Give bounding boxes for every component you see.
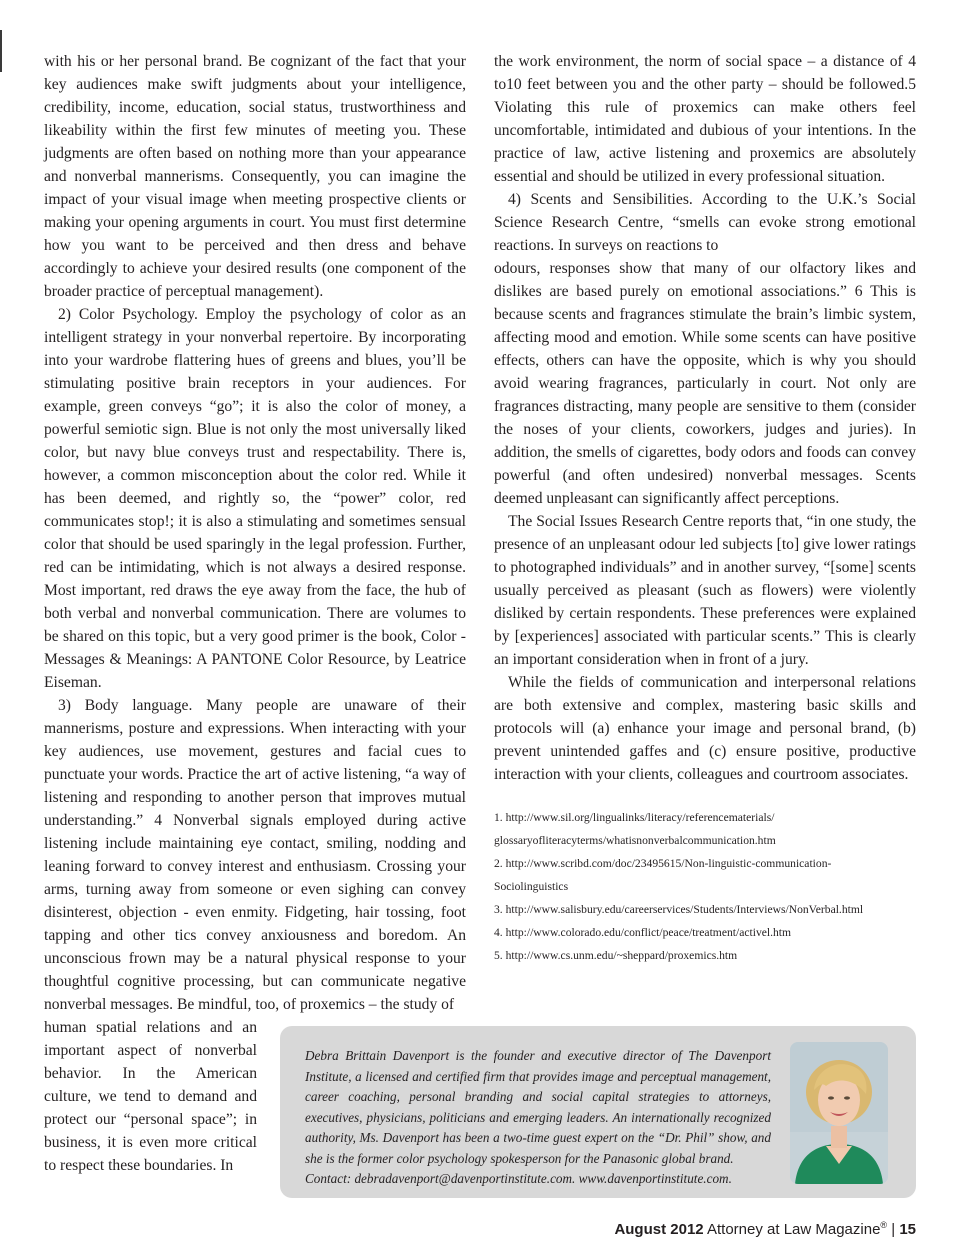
footnote-line: glossaryofliteracyterms/whatisnonverbalcommunication.htm	[494, 834, 776, 847]
footnotes-list	[494, 806, 916, 967]
magazine-name: Attorney at Law Magazine	[706, 1221, 881, 1238]
left-paragraph-body-language-continued: human spatial relations and an important aspect of nonverbal behavior. In the American culture, we tend to demand and protect our “personal space”; in business, it is even more critical to respect these boundaries. In	[44, 1019, 257, 1174]
right-paragraph-1: the work environment, the norm of social space – a distance of 4 to10 feet between you and the other party – should be followed.5 Violating this rule of proxemics can make others feel uncomfortable, intimidated and dubious of your intentions. In the practice of law, active listening and proxemics are absolutely essential and should be utilized in every professional situation.	[494, 53, 916, 185]
footnote-line: 1. http://www.sil.org/lingualinks/literacy/referencematerials/	[494, 811, 775, 824]
author-bio-description: Debra Brittain Davenport is the founder and executive director of The Davenport Institute, a licensed and certified firm that provides image and perceptual management, career coaching, personal branding and social capital strategies to attorneys, executives, physicians, politicians and emerging leaders. An internationally recognized authority, Ms. Davenport has been a two-time guest expert on the “Dr. Phil” show, and she is the former color psychology spokesperson for the Panasonic global brand.	[305, 1048, 771, 1166]
footnote-line: Sociolinguistics	[494, 880, 569, 893]
right-column	[494, 50, 916, 967]
page-edge-mark	[0, 30, 2, 72]
author-bio-box	[280, 1026, 916, 1198]
author-photo	[790, 1042, 888, 1184]
left-column	[44, 50, 466, 1177]
page-footer	[614, 1220, 916, 1238]
registered-mark: ®	[880, 1220, 888, 1230]
left-paragraph-body-language: 3) Body language. Many people are unaware of their mannerisms, posture and expressions. When interacting with your key audiences, use movement, gestures and facial cues to punctuate your words. Practice the art of active listening, “a way of listening and responding to another person that improves mutual understanding.” 4 Nonverbal signals employed during active listening include maintaining eye contact, smiling, nodding and leaning forward to convey interest and enthusiasm. Crossing your arms, turning away from someone or even sighing can convey disinterest, objection - even enmity. Fidgeting, hair tossing, foot tapping and other tics convey anxiousness and boredom. An unconscious frown may be a natural physical response to your thoughtful cognitive processing, but can communicate negative nonverbal messages. Be mindful, too, of proxemics – the study of	[44, 697, 466, 1013]
footnote-line: 2. http://www.scribd.com/doc/23495615/Non-linguistic-communication-	[494, 857, 832, 870]
right-paragraph-conclusion: While the fields of communication and interpersonal relations are both extensive and complex, mastering basic skills and protocols will (a) enhance your image and personal brand, (b) prevent unintended gaffes and (c) ensure positive, productive interaction with your clients, colleagues and courtroom associates.	[494, 674, 916, 783]
left-paragraph-color-psychology: 2) Color Psychology. Employ the psychology of color as an intelligent strategy in your nonverbal repertoire. By incorporating into your wardrobe flattering hues of greens and blues, you’ll be stimulating positive brain receptors in your audiences. For example, green conveys “go”; it is also the color of money, a powerful semiotic sign. Blue is not only the most universally liked color, but navy blue conveys trust and respectability. There is, however, a common misconception about the color red. While it has been deemed, and rightly so, the “power” color, red communicates stop!; it is also a stimulating and sometimes sensual color that should be used sparingly in the legal profession. Further, red can be intimidating, which is not always a desired response. Most important, red draws the eye away from the face, the hub of both verbal and nonverbal communication. There are volumes to be shared on this topic, but a very good primer is the book, Color - Messages & Meanings: A PANTONE Color Resource, by Leatrice Eiseman.	[44, 306, 466, 691]
page-number: 15	[899, 1221, 916, 1238]
right-paragraph-scents-a: 4) Scents and Sensibilities. According to the U.K.’s Social Science Research Centre, “smells can evoke strong emotional reactions. In surveys on reactions to	[494, 191, 916, 254]
footnote-line: 3. http://www.salisbury.edu/careerservices/Students/Interviews/NonVerbal.html	[494, 903, 864, 916]
issue-date: August 2012	[614, 1221, 704, 1238]
author-bio-text	[305, 1046, 771, 1190]
footnote-line: 4. http://www.colorado.edu/conflict/peace/treatment/activel.htm	[494, 926, 792, 939]
left-paragraph-1: with his or her personal brand. Be cognizant of the fact that your key audiences make swift judgments about your intelligence, credibility, income, education, social status, trustworthiness and likeability within the first few minutes of meeting you. These judgments are often based on nothing more than your appearance and nonverbal mannerisms. Consequently, you can imagine the impact of your visual image when meeting prospective clients or making your opening arguments in court. You must first determine how you want to be perceived and then dress and behave accordingly to achieve your desired results (one component of the broader practice of perceptual management).	[44, 53, 466, 300]
right-paragraph-scents-b: odours, responses show that many of our olfactory likes and dislikes are based purely on emotional associations.” 6 This is because scents and fragrances stimulate the brain’s limbic system, affecting mood and emotion. While some scents can have positive effects, others can have the opposite, which is why you should avoid wearing fragrances, particularly in court. Not only are fragrances distracting, many people are sensitive to them (consider the noses of your clients, coworkers, judges and juries). In addition, the smells of cigarettes, body odors and foods can convey powerful (and often undesired) nonverbal messages. Scents deemed unpleasant can significantly affect perceptions.	[494, 260, 916, 507]
author-contact: Contact: debradavenport@davenportinstitute.com. www.davenportinstitute.com.	[305, 1171, 732, 1186]
footnote-line: 5. http://www.cs.unm.edu/~sheppard/proxemics.htm	[494, 949, 738, 962]
footer-separator: |	[891, 1221, 896, 1238]
right-paragraph-social-issues: The Social Issues Research Centre reports that, “in one study, the presence of an unpleasant odour led subjects [to] give lower ratings to photographed individuals” and in another survey, “[some] scents usually perceived as pleasant (such as flowers) were violently disliked by certain respondents. These preferences were explained by [experiences] associated with particular scents.” This is clearly an important consideration when in front of a jury.	[494, 513, 916, 668]
